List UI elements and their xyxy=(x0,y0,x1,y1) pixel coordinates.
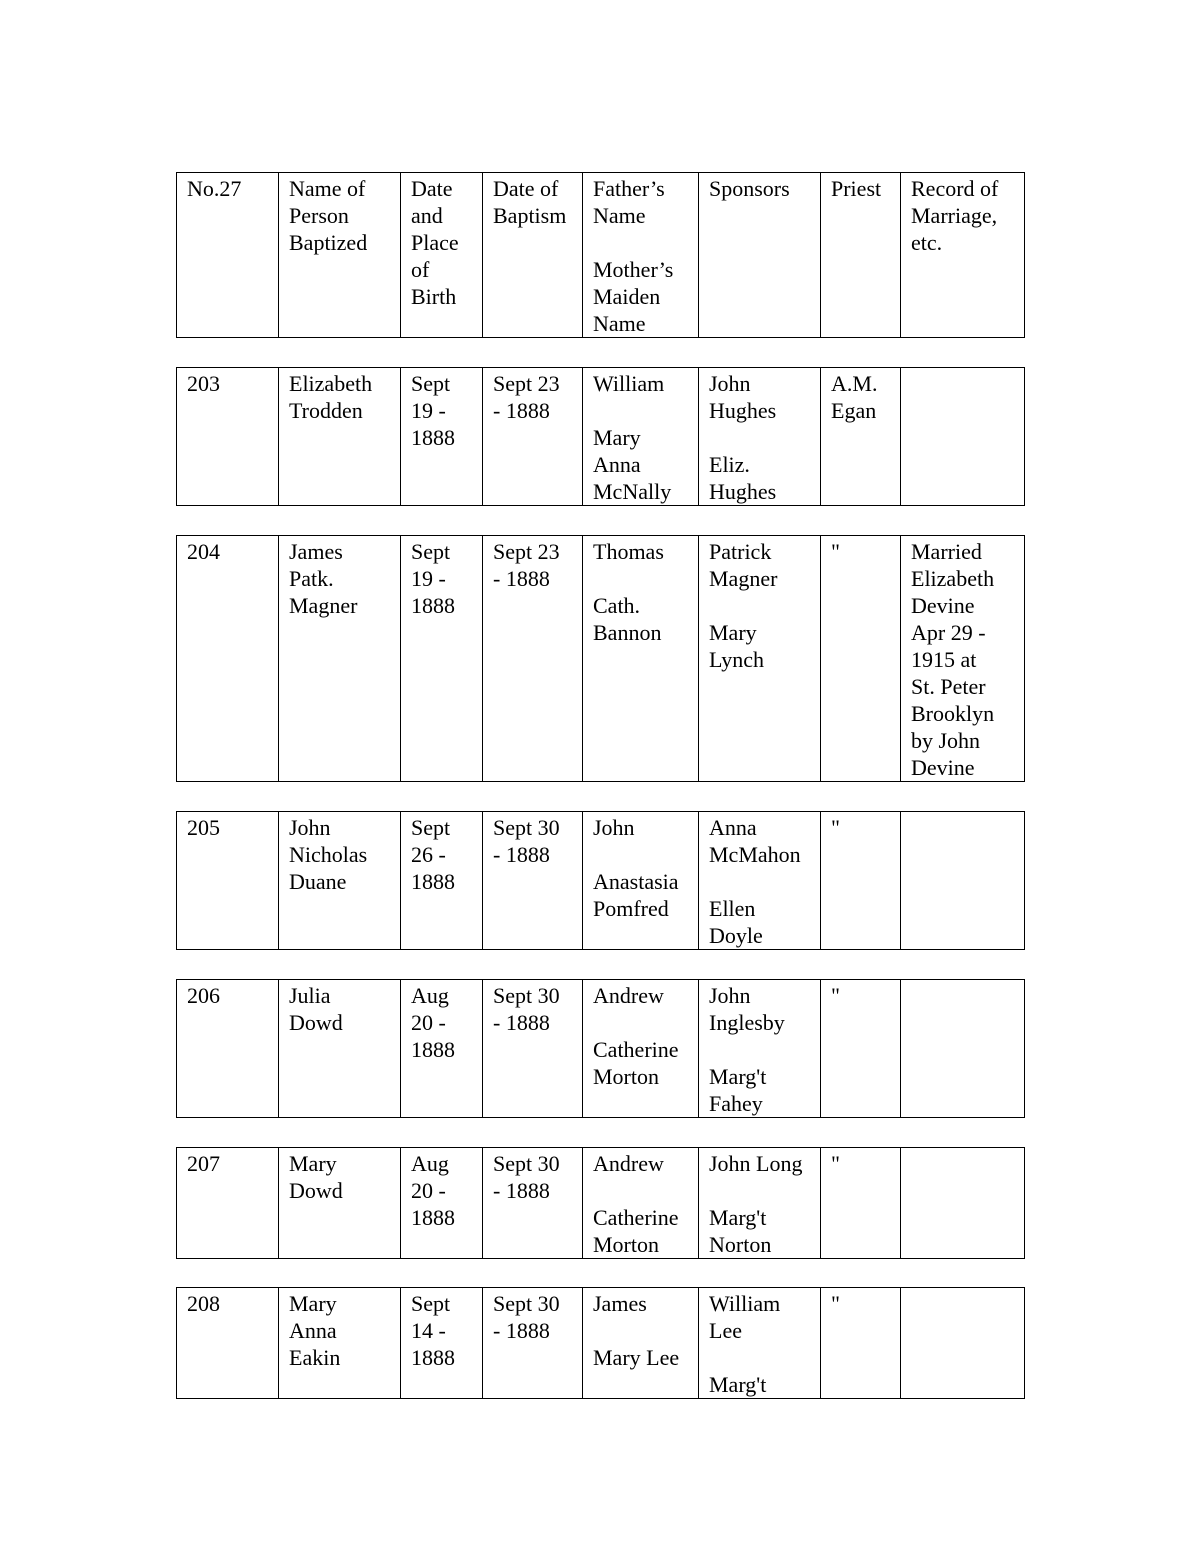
record-no: 207 xyxy=(177,1148,279,1259)
record-table xyxy=(176,535,1025,782)
record-sponsors: John Long Marg't Norton xyxy=(699,1148,821,1259)
record-birth: Aug 20 - 1888 xyxy=(401,980,483,1118)
record-marriage xyxy=(901,980,1025,1118)
table-row xyxy=(177,980,1025,1118)
table-row xyxy=(177,536,1025,782)
record-priest: " xyxy=(821,980,901,1118)
record-marriage xyxy=(901,1148,1025,1259)
header-priest: Priest xyxy=(821,173,901,338)
record-name: Mary Anna Eakin xyxy=(279,1288,401,1399)
record-parents: William Mary Anna McNally xyxy=(583,368,699,506)
record-no: 205 xyxy=(177,812,279,950)
record-table xyxy=(176,979,1025,1118)
header-name: Name of Person Baptized xyxy=(279,173,401,338)
record-sponsors: Anna McMahon Ellen Doyle xyxy=(699,812,821,950)
record-marriage xyxy=(901,1288,1025,1399)
header-baptism: Date of Baptism xyxy=(483,173,583,338)
record-birth: Sept 26 - 1888 xyxy=(401,812,483,950)
record-no: 206 xyxy=(177,980,279,1118)
header-no: No.27 xyxy=(177,173,279,338)
record-priest: " xyxy=(821,1148,901,1259)
record-priest: " xyxy=(821,812,901,950)
record-name: Elizabeth Trodden xyxy=(279,368,401,506)
header-table xyxy=(176,172,1025,338)
header-birth: Date and Place of Birth xyxy=(401,173,483,338)
record-name: John Nicholas Duane xyxy=(279,812,401,950)
record-marriage: Married Elizabeth Devine Apr 29 - 1915 at St. Peter Brooklyn by John Devine xyxy=(901,536,1025,782)
table-row xyxy=(177,812,1025,950)
table-row xyxy=(177,1288,1025,1399)
header-record: Record of Marriage, etc. xyxy=(901,173,1025,338)
record-parents: Andrew Catherine Morton xyxy=(583,1148,699,1259)
header-row xyxy=(177,173,1025,338)
record-no: 204 xyxy=(177,536,279,782)
record-baptism: Sept 30 - 1888 xyxy=(483,812,583,950)
record-parents: James Mary Lee xyxy=(583,1288,699,1399)
record-parents: Andrew Catherine Morton xyxy=(583,980,699,1118)
record-priest: " xyxy=(821,536,901,782)
record-baptism: Sept 23 - 1888 xyxy=(483,368,583,506)
record-baptism: Sept 30 - 1888 xyxy=(483,980,583,1118)
record-baptism: Sept 30 - 1888 xyxy=(483,1288,583,1399)
record-table xyxy=(176,811,1025,950)
record-no: 203 xyxy=(177,368,279,506)
record-birth: Sept 19 - 1888 xyxy=(401,536,483,782)
table-row xyxy=(177,368,1025,506)
header-parents: Father’s Name Mother’s Maiden Name xyxy=(583,173,699,338)
record-marriage xyxy=(901,812,1025,950)
record-parents: John Anastasia Pomfred xyxy=(583,812,699,950)
record-birth: Sept 14 - 1888 xyxy=(401,1288,483,1399)
record-marriage xyxy=(901,368,1025,506)
record-sponsors: Patrick Magner Mary Lynch xyxy=(699,536,821,782)
record-name: Mary Dowd xyxy=(279,1148,401,1259)
header-sponsors: Sponsors xyxy=(699,173,821,338)
record-parents: Thomas Cath. Bannon xyxy=(583,536,699,782)
record-birth: Sept 19 - 1888 xyxy=(401,368,483,506)
record-sponsors: John Hughes Eliz. Hughes xyxy=(699,368,821,506)
record-priest: A.M. Egan xyxy=(821,368,901,506)
record-name: James Patk. Magner xyxy=(279,536,401,782)
record-name: Julia Dowd xyxy=(279,980,401,1118)
record-sponsors: William Lee Marg't xyxy=(699,1288,821,1399)
record-table xyxy=(176,1147,1025,1259)
record-table xyxy=(176,367,1025,506)
record-no: 208 xyxy=(177,1288,279,1399)
table-row xyxy=(177,1148,1025,1259)
record-table xyxy=(176,1287,1025,1399)
record-birth: Aug 20 - 1888 xyxy=(401,1148,483,1259)
record-priest: " xyxy=(821,1288,901,1399)
record-baptism: Sept 30 - 1888 xyxy=(483,1148,583,1259)
record-sponsors: John Inglesby Marg't Fahey xyxy=(699,980,821,1118)
record-baptism: Sept 23 - 1888 xyxy=(483,536,583,782)
